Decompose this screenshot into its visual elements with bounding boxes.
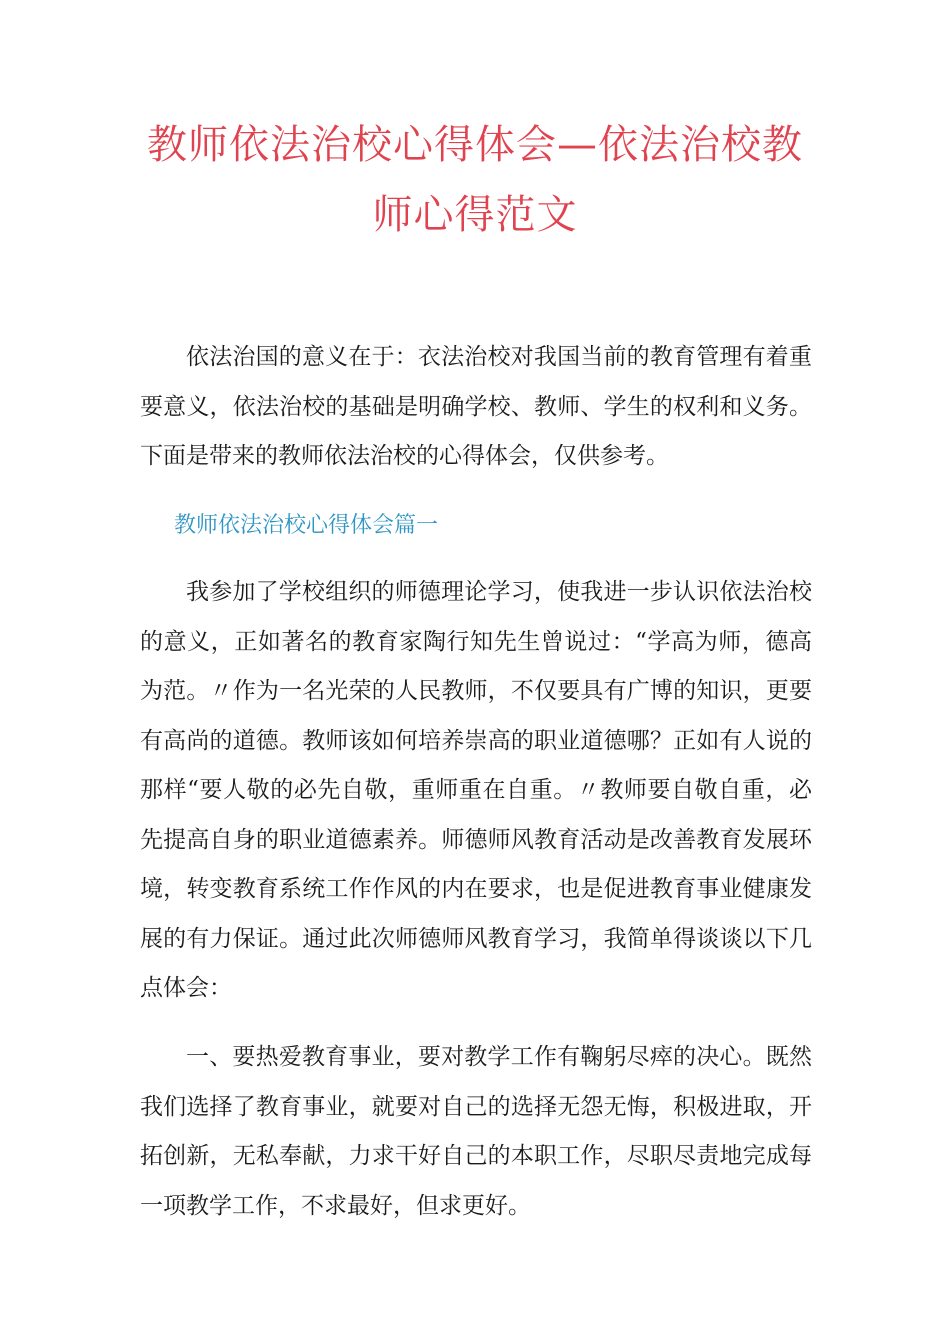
section-heading: 教师依法治校心得体会篇一: [174, 513, 439, 538]
document-title: [120, 110, 830, 250]
title-line-2: 师心得范文: [372, 192, 578, 238]
body-paragraph-2: 一、要热爱教育事业，要对教学工作有鞠躬尽瘁的决心。既然我们选择了教育事业，就要对自己的选择无怨无悔，积极进取，开拓创新，无私奉献，力求干好自己的本职工作，尽职尽责地完成每一项教学工作，不求最好，但求更好。: [140, 1044, 812, 1219]
title-line-1: 教师依法治校心得体会—依法治校教: [147, 122, 803, 168]
intro-paragraph: 依法治国的意义在于：衣法治校对我国当前的教育管理有着重要意义，依法治校的基础是明确学校、教师、学生的权利和义务。下面是带来的教师依法治校的心得体会，仅供参考。: [140, 344, 812, 469]
body-paragraph-1: 我参加了学校组织的师德理论学习，使我进一步认识依法治校的意义，正如著名的教育家陶行知先生曾说过：“学高为师，德高为范。〃作为一名光荣的人民教师，不仅要具有广博的知识，更要有高尚的道德。教师该如何培养崇高的职业道德哪？正如有人说的那样“要人敬的必先自敬，重师重在自重。〃教师要自敬自重，必先提高自身的职业道德素养。师德师风教育活动是改善教育发展环境，转变教育系统工作作风的内在要求，也是促进教育事业健康发展的有力保证。通过此次师德师风教育学习，我简单得谈谈以下几点体会：: [140, 579, 812, 1001]
